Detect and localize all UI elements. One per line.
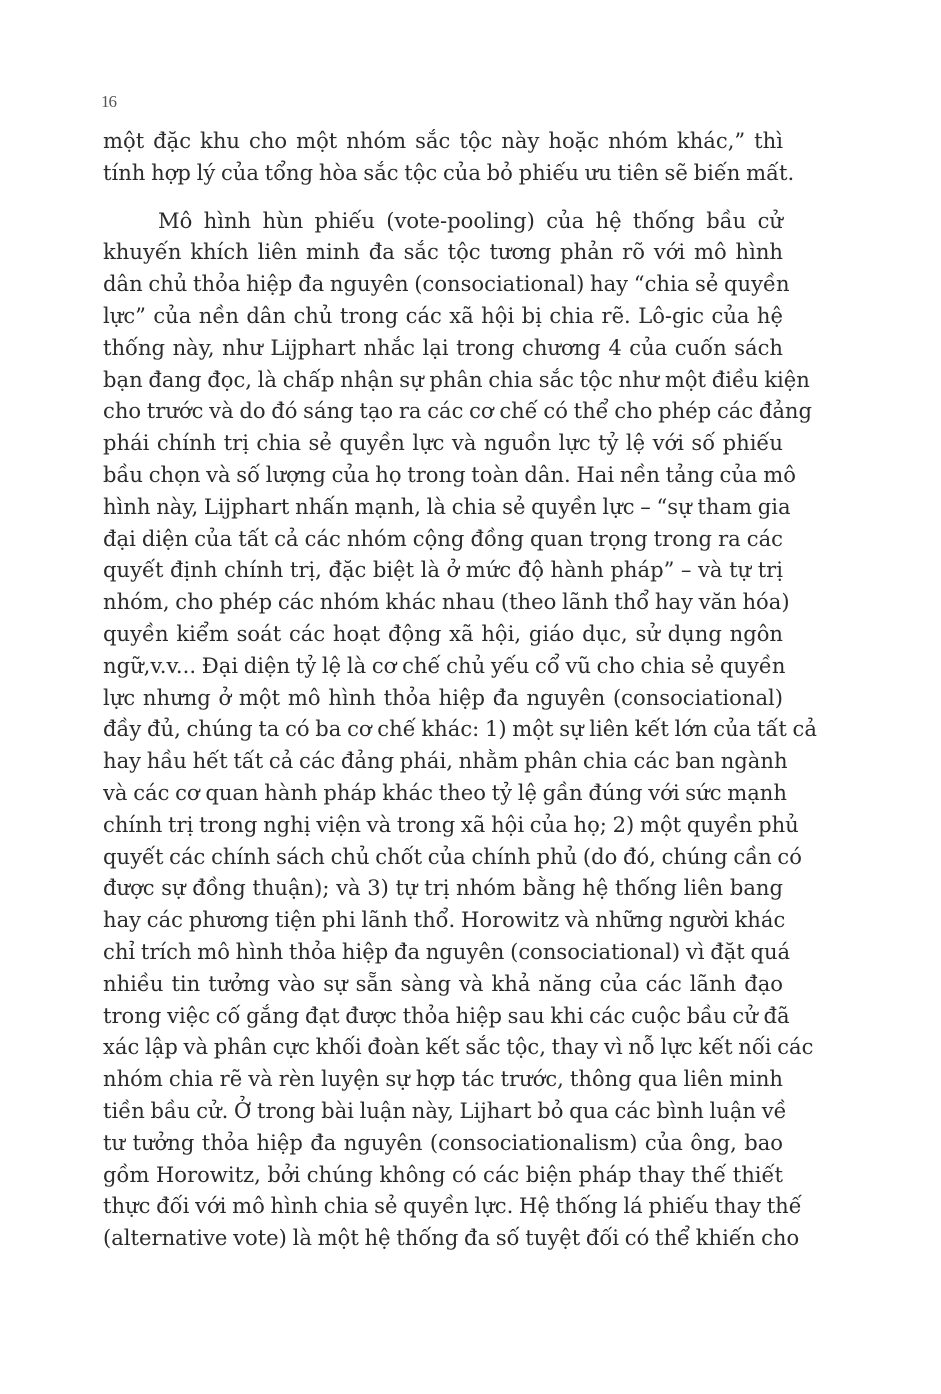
paragraph-1 [103, 125, 795, 189]
text-line: nhiều tin tưởng vào sự sẵn sàng và khả năng của các lãnh đạo [103, 970, 783, 996]
text-line: được sự đồng thuận); và 3) tự trị nhóm bằng hệ thống liên bang [103, 875, 783, 901]
text-line: hay các phương tiện phi lãnh thổ. Horowitz và những người khác [103, 907, 786, 933]
text-line: hay hầu hết tất cả các đảng phái, nhằm phân chia các ban ngành [103, 748, 788, 774]
text-line: trong việc cố gắng đạt được thỏa hiệp sau khi các cuộc bầu cử đã [103, 1002, 790, 1028]
text-line: chỉ trích mô hình thỏa hiệp đa nguyên (consociational) vì đặt quá [103, 938, 791, 964]
text-line: nhóm chia rẽ và rèn luyện sự hợp tác trước, thông qua liên minh [103, 1066, 783, 1092]
text-line: đầy đủ, chúng ta có ba cơ chế khác: 1) một sự liên kết lớn của tất cả [103, 716, 817, 742]
text-line: nhóm, cho phép các nhóm khác nhau (theo lãnh thổ hay văn hóa) [103, 589, 790, 615]
text-line: Mô hình hùn phiếu (vote-pooling) của hệ thống bầu cử [158, 207, 783, 233]
text-line: thống này, như Lijphart nhắc lại trong chương 4 của cuốn sách [103, 334, 783, 360]
text-line: bầu chọn và số lượng của họ trong toàn dân. Hai nền tảng của mô [103, 461, 796, 487]
text-line: lực nhưng ở một mô hình thỏa hiệp đa nguyên (consociational) [103, 684, 783, 710]
text-line: tính hợp lý của tổng hòa sắc tộc của bỏ phiếu ưu tiên sẽ biến mất. [103, 159, 795, 185]
text-line: dân chủ thỏa hiệp đa nguyên (consociational) hay “chia sẻ quyền [103, 271, 790, 297]
text-line: quyền kiểm soát các hoạt động xã hội, giáo dục, sử dụng ngôn [103, 620, 783, 646]
text-line: xác lập và phân cực khối đoàn kết sắc tộc, thay vì nỗ lực kết nối các [103, 1034, 814, 1060]
text-line: phái chính trị chia sẻ quyền lực và nguồn lực tỷ lệ với số phiếu [103, 430, 783, 456]
page-number: 16 [101, 92, 116, 111]
text-line: quyết các chính sách chủ chốt của chính phủ (do đó, chúng cần có [103, 843, 802, 869]
text-line: quyết định chính trị, đặc biệt là ở mức độ hành pháp” – và tự trị [103, 557, 783, 583]
text-line: khuyến khích liên minh đa sắc tộc tương phản rõ với mô hình [103, 239, 783, 265]
text-line: cho trước và do đó sáng tạo ra các cơ chế có thể cho phép các đảng [103, 398, 813, 424]
text-line: lực” của nền dân chủ trong các xã hội bị chia rẽ. Lô-gic của hệ [103, 302, 783, 328]
body-text [103, 125, 817, 1254]
text-line: đại diện của tất cả các nhóm cộng đồng quan trọng trong ra các [103, 525, 783, 551]
paragraph-gap [103, 189, 783, 205]
text-line: gồm Horowitz, bởi chúng không có các biện pháp thay thế thiết [103, 1161, 783, 1187]
text-line: tiền bầu cử. Ở trong bài luận này, Lijhart bỏ qua các bình luận về [103, 1097, 787, 1123]
paragraph-2 [103, 205, 817, 1254]
text-line: thực đối với mô hình chia sẻ quyền lực. Hệ thống lá phiếu thay thế [103, 1193, 802, 1219]
text-line: chính trị trong nghị viện và trong xã hội của họ; 2) một quyền phủ [103, 811, 799, 837]
text-line: và các cơ quan hành pháp khác theo tỷ lệ gần đúng với sức mạnh [103, 779, 787, 805]
text-line: hình này, Lijphart nhấn mạnh, là chia sẻ quyền lực – “sự tham gia [103, 493, 791, 519]
text-line: (alternative vote) là một hệ thống đa số tuyệt đối có thể khiến cho [103, 1225, 800, 1251]
text-line: bạn đang đọc, là chấp nhận sự phân chia sắc tộc như một điều kiện [103, 366, 810, 392]
text-line: tư tưởng thỏa hiệp đa nguyên (consociationalism) của ông, bao [103, 1129, 783, 1155]
text-line: một đặc khu cho một nhóm sắc tộc này hoặc nhóm khác,” thì [103, 128, 783, 153]
text-line: ngữ,v.v... Đại diện tỷ lệ là cơ chế chủ yếu cổ vũ cho chia sẻ quyền [103, 652, 786, 678]
